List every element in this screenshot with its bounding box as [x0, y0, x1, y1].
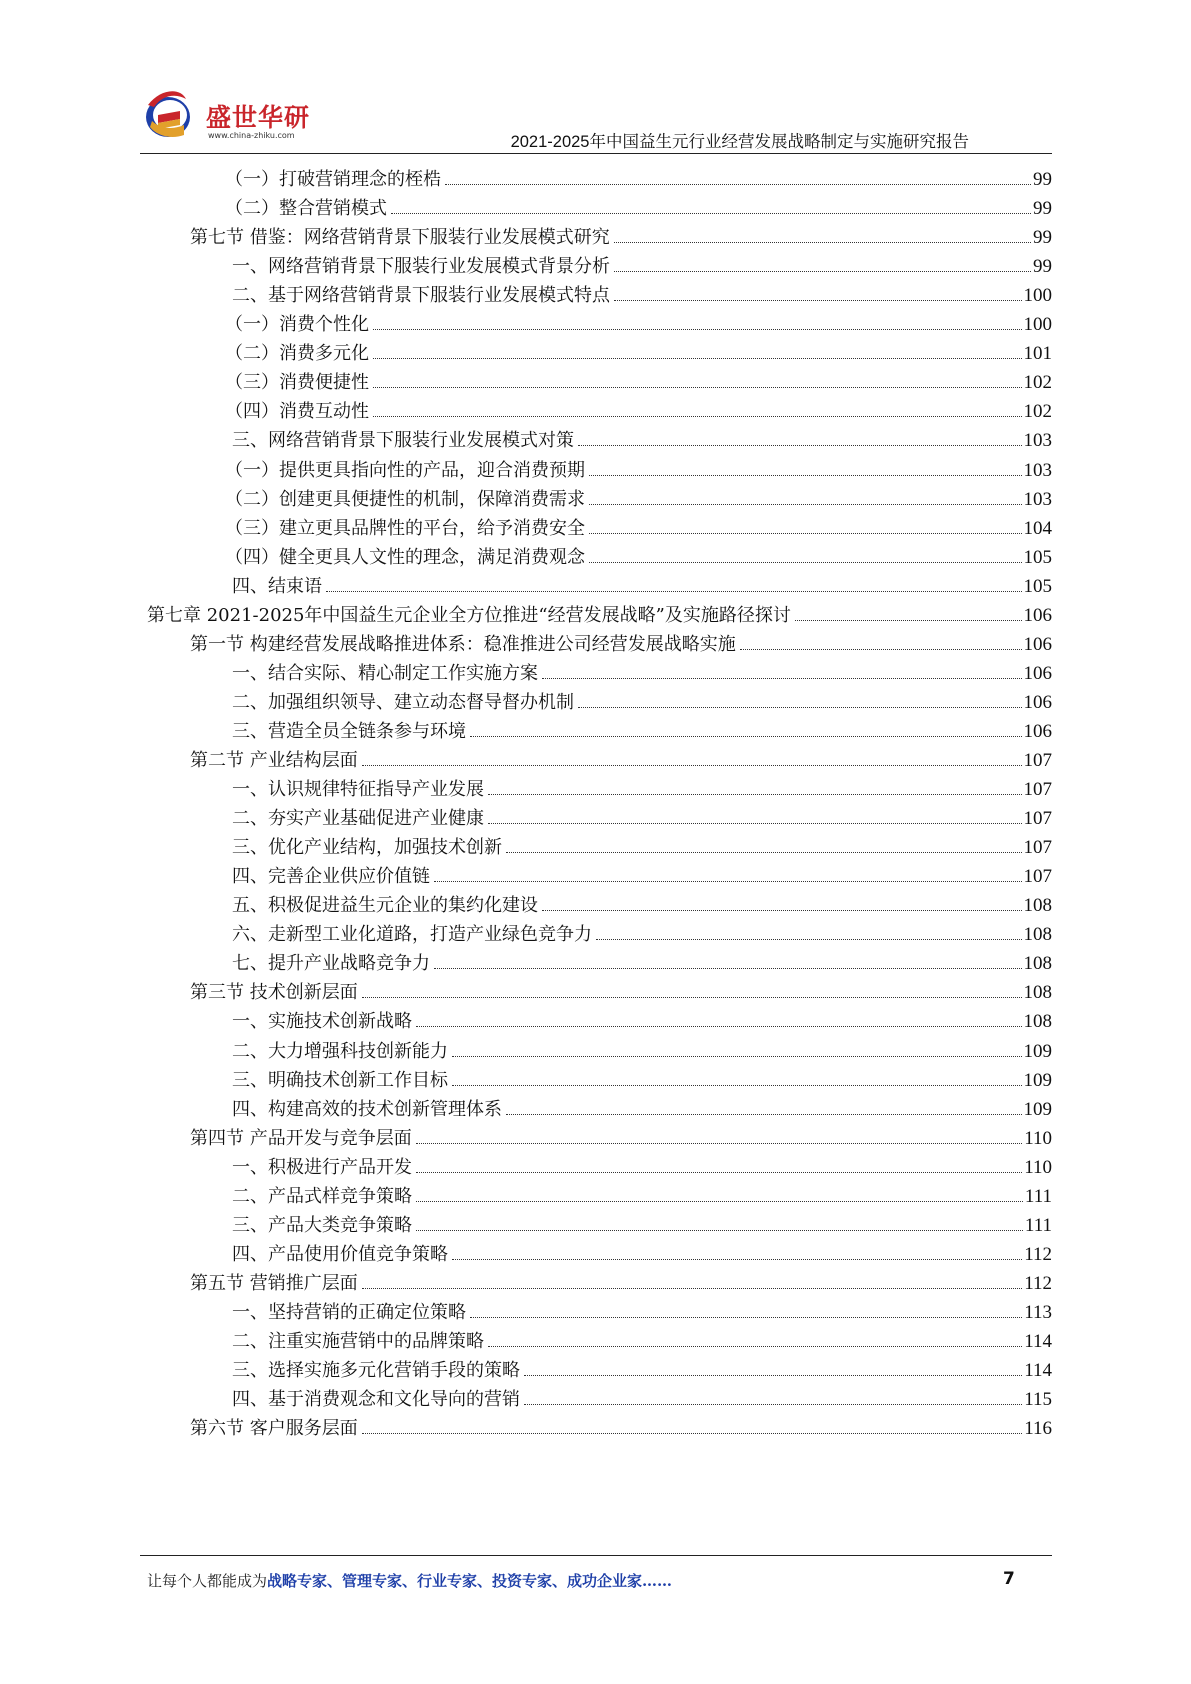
toc-entry-page: 107 [1023, 750, 1052, 771]
toc-entry-title: 二、产品式样竞争策略 [232, 1185, 412, 1207]
toc-entry-page: 103 [1023, 459, 1052, 481]
toc-entry-title: 一、实施技术创新战略 [232, 1011, 412, 1033]
toc-entry[interactable] [232, 916, 1052, 947]
toc-entry-title: 五、积极促进益生元企业的集约化建设 [232, 895, 538, 917]
toc-entry-title: 三、网络营销背景下服装行业发展模式对策 [232, 430, 574, 452]
toc-entry-page: 106 [1023, 691, 1052, 713]
toc-entry-title: 第七节 借鉴：网络营销背景下服装行业发展模式研究 [190, 227, 610, 249]
toc-leader-dots [416, 1026, 1022, 1027]
toc-entry-title: 第六节 客户服务层面 [190, 1418, 358, 1440]
toc-leader-dots [542, 678, 1022, 679]
toc-entry[interactable] [232, 277, 1052, 308]
toc-entry-title: 四、产品使用价值竞争策略 [232, 1243, 448, 1265]
toc-entry-page: 114 [1024, 1331, 1052, 1352]
toc-entry[interactable] [232, 655, 1052, 686]
toc-entry-page: 110 [1024, 1156, 1052, 1178]
toc-entry[interactable] [232, 1352, 1052, 1383]
toc-entry-title: （二）创建更具便捷性的机制，保障消费需求 [225, 488, 585, 510]
toc-leader-dots [578, 707, 1022, 708]
toc-entry-page: 108 [1023, 924, 1052, 946]
toc-entry-page: 116 [1024, 1418, 1052, 1440]
toc-entry[interactable] [225, 161, 1052, 192]
toc-entry[interactable] [225, 393, 1052, 424]
toc-entry[interactable] [232, 248, 1052, 279]
toc-leader-dots [614, 300, 1022, 301]
toc-entry[interactable] [190, 974, 1052, 1005]
toc-entry-title: 七、提升产业战略竞争力 [232, 953, 430, 975]
toc-entry[interactable] [225, 452, 1052, 483]
toc-entry-page: 99 [1033, 169, 1052, 190]
toc-entry-title: 三、明确技术创新工作目标 [232, 1069, 448, 1091]
toc-entry[interactable] [232, 422, 1052, 453]
toc-entry[interactable] [225, 481, 1052, 512]
toc-leader-dots [362, 1288, 1022, 1289]
toc-leader-dots [470, 736, 1022, 737]
toc-entry-title: （一）提供更具指向性的产品，迎合消费预期 [225, 459, 585, 481]
toc-leader-dots [589, 475, 1022, 476]
toc-entry[interactable] [232, 829, 1052, 860]
toc-entry[interactable] [232, 945, 1052, 976]
toc-entry-page: 102 [1023, 372, 1052, 394]
toc-leader-dots [452, 1085, 1022, 1086]
toc-entry-title: 二、大力增强科技创新能力 [232, 1040, 448, 1062]
toc-entry-page: 106 [1023, 633, 1052, 655]
toc-entry[interactable] [232, 1149, 1052, 1180]
footer-slogan [147, 1570, 672, 1591]
toc-entry-page: 105 [1023, 575, 1052, 597]
toc-leader-dots [488, 794, 1022, 795]
toc-entry-page: 107 [1023, 779, 1052, 801]
toc-entry[interactable] [225, 306, 1052, 337]
footer-slogan-prefix: 让每个人都能成为 [147, 1572, 268, 1590]
toc-leader-dots [452, 1259, 1022, 1260]
toc-entry-page: 112 [1024, 1272, 1052, 1294]
toc-entry[interactable] [232, 1003, 1052, 1034]
toc-entry-title: 三、营造全员全链条参与环境 [232, 720, 466, 742]
toc-entry-page: 99 [1033, 198, 1052, 220]
toc-leader-dots [362, 765, 1022, 766]
toc-entry-page: 111 [1024, 1185, 1052, 1207]
toc-entry[interactable] [232, 771, 1052, 802]
toc-leader-dots [589, 562, 1022, 563]
toc-entry-title: 第一节 构建经营发展战略推进体系：稳准推进公司经营发展战略实施 [190, 633, 736, 655]
toc-entry[interactable] [232, 568, 1052, 599]
toc-entry[interactable] [225, 539, 1052, 570]
toc-entry[interactable] [232, 713, 1052, 744]
toc-leader-dots [589, 533, 1022, 534]
toc-entry-page: 106 [1023, 662, 1052, 684]
toc-leader-dots [326, 591, 1022, 592]
toc-entry-title: 四、构建高效的技术创新管理体系 [232, 1098, 502, 1120]
toc-entry-page: 99 [1033, 256, 1052, 278]
toc-entry[interactable] [232, 887, 1052, 918]
toc-entry-page: 104 [1023, 517, 1052, 539]
toc-leader-dots [416, 1172, 1022, 1173]
toc-entry-title: 一、积极进行产品开发 [232, 1156, 412, 1178]
toc-entry-page: 107 [1023, 866, 1052, 888]
toc-entry[interactable] [232, 1381, 1052, 1412]
toc-entry-page: 109 [1023, 1069, 1052, 1091]
toc-entry-title: 一、网络营销背景下服装行业发展模式背景分析 [232, 256, 610, 278]
toc-leader-dots [452, 1056, 1022, 1057]
toc-entry-title: （一）消费个性化 [225, 314, 369, 336]
toc-leader-dots [506, 852, 1022, 853]
page-header [0, 0, 1191, 150]
toc-entry[interactable] [232, 1033, 1052, 1064]
toc-leader-dots [614, 271, 1031, 272]
footer-divider [140, 1555, 1052, 1556]
toc-entry-title: 三、选择实施多元化营销手段的策略 [232, 1360, 520, 1382]
toc-leader-dots [596, 939, 1022, 940]
toc-leader-dots [740, 649, 1022, 650]
toc-entry-page: 108 [1023, 1011, 1052, 1033]
toc-leader-dots [391, 213, 1031, 214]
toc-entry-title: （四）健全更具人文性的理念，满足消费观念 [225, 546, 585, 568]
toc-leader-dots [445, 184, 1031, 185]
toc-entry[interactable] [232, 684, 1052, 715]
toc-entry[interactable] [232, 1294, 1052, 1325]
header-divider [140, 153, 1052, 154]
toc-entry-title: 第二节 产业结构层面 [190, 750, 358, 771]
toc-leader-dots [373, 358, 1022, 359]
toc-entry-title: 四、完善企业供应价值链 [232, 866, 430, 888]
toc-entry[interactable] [190, 1120, 1052, 1151]
toc-entry-title: 第三节 技术创新层面 [190, 982, 358, 1004]
toc-leader-dots [470, 1317, 1022, 1318]
toc-entry[interactable] [225, 364, 1052, 395]
toc-leader-dots [488, 1346, 1022, 1347]
toc-entry[interactable] [147, 597, 1052, 628]
toc-leader-dots [578, 445, 1022, 446]
toc-entry-title: （三）建立更具品牌性的平台，给予消费安全 [225, 517, 585, 539]
toc-entry[interactable] [232, 800, 1052, 831]
toc-entry-title: 三、优化产业结构，加强技术创新 [232, 837, 502, 859]
toc-entry-page: 110 [1024, 1127, 1052, 1149]
toc-entry-page: 111 [1024, 1214, 1052, 1236]
toc-entry-page: 112 [1024, 1243, 1052, 1265]
toc-entry[interactable] [232, 858, 1052, 889]
toc-leader-dots [589, 504, 1022, 505]
toc-entry[interactable] [225, 190, 1052, 221]
toc-entry-title: 第五节 营销推广层面 [190, 1272, 358, 1294]
toc-leader-dots [416, 1201, 1023, 1202]
toc-entry[interactable] [232, 1062, 1052, 1093]
toc-entry-title: 二、基于网络营销背景下服装行业发展模式特点 [232, 285, 610, 307]
toc-entry-page: 114 [1024, 1360, 1052, 1382]
toc-leader-dots [614, 242, 1031, 243]
toc-leader-dots [373, 329, 1022, 330]
page-number: 7 [1003, 1569, 1015, 1589]
toc-entry-title: 四、基于消费观念和文化导向的营销 [232, 1389, 520, 1411]
toc-leader-dots [488, 823, 1022, 824]
toc-leader-dots [416, 1230, 1023, 1231]
toc-entry-page: 100 [1023, 314, 1052, 336]
toc-entry-title: 第四节 产品开发与竞争层面 [190, 1127, 412, 1149]
toc-leader-dots [506, 1114, 1022, 1115]
toc-entry-title: （三）消费便捷性 [225, 372, 369, 394]
toc-entry-title: （一）打破营销理念的桎梏 [225, 169, 441, 190]
toc-entry-page: 103 [1023, 488, 1052, 510]
toc-entry-page: 109 [1023, 1040, 1052, 1062]
toc-entry-page: 107 [1023, 808, 1052, 830]
footer-slogan-highlight: 战略专家、管理专家、行业专家、投资专家、成功企业家…… [267, 1572, 673, 1590]
toc-entry-page: 108 [1023, 982, 1052, 1004]
toc-entry[interactable] [232, 1207, 1052, 1238]
toc-entry[interactable] [232, 1178, 1052, 1209]
toc-entry-page: 115 [1024, 1389, 1052, 1411]
toc-entry[interactable] [190, 1410, 1052, 1441]
toc-entry-title: 六、走新型工业化道路，打造产业绿色竞争力 [232, 924, 592, 946]
toc-entry[interactable] [232, 1236, 1052, 1267]
toc-leader-dots [795, 620, 1022, 621]
toc-entry-title: 二、加强组织领导、建立动态督导督办机制 [232, 691, 574, 713]
toc-entry-title: 一、结合实际、精心制定工作实施方案 [232, 662, 538, 684]
toc-entry-title: 三、产品大类竞争策略 [232, 1214, 412, 1236]
toc-entry[interactable] [190, 219, 1052, 250]
toc-entry-page: 99 [1033, 227, 1052, 249]
toc-leader-dots [434, 968, 1022, 969]
toc-entry[interactable] [225, 510, 1052, 541]
toc-entry-title: （二）消费多元化 [225, 343, 369, 365]
toc-entry-title: 二、夯实产业基础促进产业健康 [232, 808, 484, 830]
logo-name: 盛世华研 [206, 103, 311, 132]
toc-leader-dots [416, 1143, 1022, 1144]
toc-entry-title: （四）消费互动性 [225, 401, 369, 423]
toc-leader-dots [362, 997, 1022, 998]
toc-entry-page: 102 [1023, 401, 1052, 423]
toc-entry-title: 一、认识规律特征指导产业发展 [232, 779, 484, 801]
logo-url: www.china-zhiku.com [208, 131, 295, 140]
toc-leader-dots [373, 416, 1022, 417]
toc-entry-page: 108 [1023, 953, 1052, 975]
toc-entry-page: 113 [1024, 1301, 1052, 1323]
toc-entry-page: 106 [1023, 720, 1052, 742]
toc-entry-title: 第七章 2021-2025年中国益生元企业全方位推进“经营发展战略”及实施路径探讨 [147, 604, 791, 626]
toc-entry-page: 101 [1023, 343, 1052, 365]
toc-entry-page: 106 [1023, 604, 1052, 626]
document-title: 2021-2025年中国益生元行业经营发展战略制定与实施研究报告 [510, 133, 969, 151]
toc-entry[interactable] [190, 626, 1052, 657]
toc-entry-page: 100 [1023, 285, 1052, 307]
toc-leader-dots [542, 910, 1022, 911]
toc-leader-dots [524, 1375, 1022, 1376]
toc-entry-title: 一、坚持营销的正确定位策略 [232, 1301, 466, 1323]
toc-entry-page: 108 [1023, 895, 1052, 917]
toc-entry-title: 四、结束语 [232, 575, 322, 597]
toc-entry[interactable] [232, 1323, 1052, 1354]
toc-leader-dots [434, 881, 1022, 882]
toc-entry[interactable] [232, 1091, 1052, 1122]
toc-leader-dots [524, 1404, 1022, 1405]
toc-entry[interactable] [225, 335, 1052, 366]
toc-entry-page: 109 [1023, 1098, 1052, 1120]
toc-entry-title: （二）整合营销模式 [225, 198, 387, 220]
toc-entry-page: 103 [1023, 430, 1052, 452]
toc-entry[interactable] [190, 742, 1052, 773]
toc-leader-dots [373, 387, 1022, 388]
toc-entry-page: 105 [1023, 546, 1052, 568]
toc-entry[interactable] [190, 1265, 1052, 1296]
toc-entry-page: 107 [1023, 837, 1052, 859]
toc-leader-dots [362, 1433, 1022, 1434]
toc-entry-title: 二、注重实施营销中的品牌策略 [232, 1331, 484, 1352]
